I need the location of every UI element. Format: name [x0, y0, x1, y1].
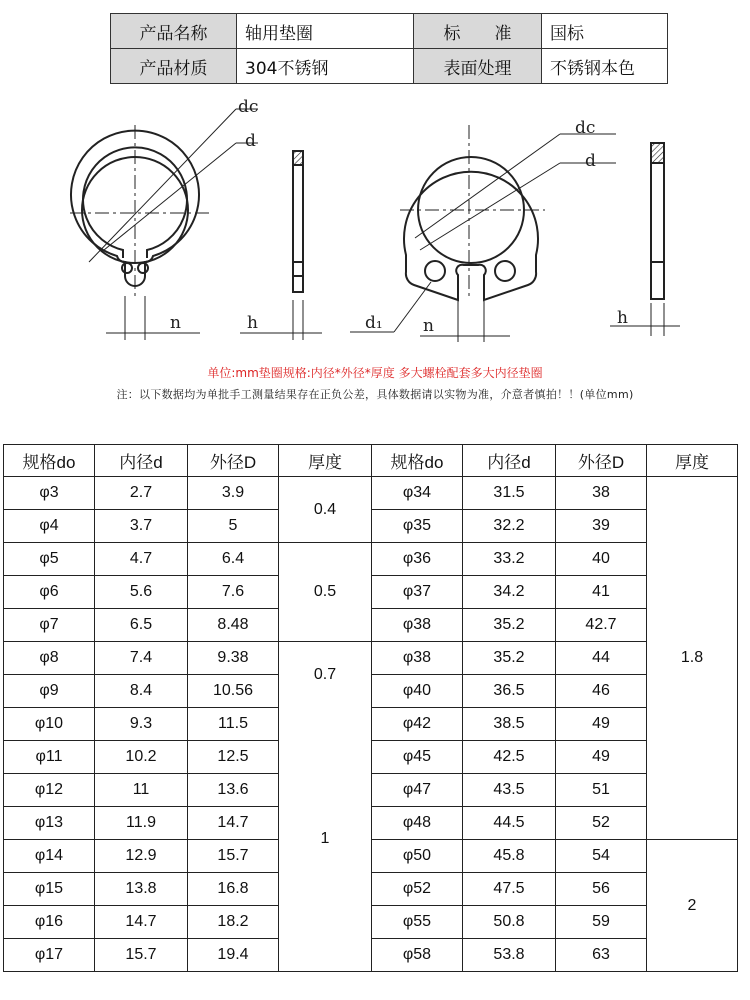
- outer-diameter-cell: 7.6: [188, 576, 279, 609]
- inner-diameter-cell: 4.7: [95, 543, 188, 576]
- label-n: n: [170, 313, 181, 333]
- right-ring: [404, 157, 538, 300]
- inner-diameter-cell: 11.9: [95, 807, 188, 840]
- outer-diameter-cell: 49: [556, 708, 647, 741]
- unit-note: 单位:mm垫圈规格:内径*外径*厚度 多大螺栓配套多大内径垫圈: [207, 366, 543, 380]
- thickness-cell: 1.8: [647, 477, 738, 840]
- table-row: [4, 642, 738, 675]
- spec-row: [111, 14, 668, 49]
- spec-value: 不锈钢本色: [542, 49, 668, 84]
- column-header: 外径D: [556, 445, 647, 477]
- spec-cell: φ42: [372, 708, 463, 741]
- outer-diameter-cell: 39: [556, 510, 647, 543]
- inner-diameter-cell: 15.7: [95, 939, 188, 972]
- outer-diameter-cell: 18.2: [188, 906, 279, 939]
- spec-value: 轴用垫圈: [237, 14, 414, 49]
- spec-label: 产品名称: [111, 14, 237, 49]
- column-header: 外径D: [188, 445, 279, 477]
- thickness-cell: 2: [647, 840, 738, 972]
- label-d1: d₁: [365, 313, 383, 333]
- label-dc: dc: [575, 118, 596, 138]
- inner-diameter-cell: 44.5: [463, 807, 556, 840]
- spec-cell: φ12: [4, 774, 95, 807]
- outer-diameter-cell: 40: [556, 543, 647, 576]
- label-n: n: [423, 316, 434, 336]
- inner-diameter-cell: 43.5: [463, 774, 556, 807]
- inner-diameter-cell: 34.2: [463, 576, 556, 609]
- outer-diameter-cell: 46: [556, 675, 647, 708]
- spec-label: 表面处理: [414, 49, 542, 84]
- outer-diameter-cell: 63: [556, 939, 647, 972]
- label-h: h: [247, 313, 258, 333]
- spec-label: 标 准: [414, 14, 542, 49]
- inner-diameter-cell: 53.8: [463, 939, 556, 972]
- column-header: 厚度: [647, 445, 738, 477]
- spec-cell: φ52: [372, 873, 463, 906]
- outer-diameter-cell: 16.8: [188, 873, 279, 906]
- product-spec-table: [110, 13, 668, 84]
- inner-diameter-cell: 33.2: [463, 543, 556, 576]
- spec-cell: φ7: [4, 609, 95, 642]
- spec-cell: φ36: [372, 543, 463, 576]
- outer-diameter-cell: 3.9: [188, 477, 279, 510]
- outer-diameter-cell: 41: [556, 576, 647, 609]
- outer-diameter-cell: 54: [556, 840, 647, 873]
- inner-diameter-cell: 50.8: [463, 906, 556, 939]
- inner-diameter-cell: 6.5: [95, 609, 188, 642]
- outer-diameter-cell: 44: [556, 642, 647, 675]
- inner-diameter-cell: 3.7: [95, 510, 188, 543]
- outer-diameter-cell: 9.38: [188, 642, 279, 675]
- spec-cell: φ9: [4, 675, 95, 708]
- spec-cell: φ45: [372, 741, 463, 774]
- inner-diameter-cell: 8.4: [95, 675, 188, 708]
- inner-diameter-cell: 42.5: [463, 741, 556, 774]
- inner-diameter-cell: 10.2: [95, 741, 188, 774]
- spec-cell: φ38: [372, 609, 463, 642]
- inner-diameter-cell: 5.6: [95, 576, 188, 609]
- inner-diameter-cell: 2.7: [95, 477, 188, 510]
- left-side-view: [293, 151, 303, 292]
- spec-cell: φ5: [4, 543, 95, 576]
- label-h: h: [617, 308, 628, 328]
- outer-diameter-cell: 11.5: [188, 708, 279, 741]
- size-table: [3, 444, 738, 972]
- spec-cell: φ11: [4, 741, 95, 774]
- thickness-cell: 1: [279, 708, 372, 972]
- spec-cell: φ15: [4, 873, 95, 906]
- column-header: 规格do: [4, 445, 95, 477]
- outer-diameter-cell: 10.56: [188, 675, 279, 708]
- outer-diameter-cell: 49: [556, 741, 647, 774]
- inner-diameter-cell: 35.2: [463, 642, 556, 675]
- column-header: 规格do: [372, 445, 463, 477]
- disclaimer-note: 注：以下数据均为单批手工测量结果存在正负公差，具体数据请以实物为准，介意者慎拍！！(单位mm): [116, 388, 634, 401]
- spec-cell: φ8: [4, 642, 95, 675]
- spec-cell: φ50: [372, 840, 463, 873]
- spec-value: 304不锈钢: [237, 49, 414, 84]
- spec-cell: φ35: [372, 510, 463, 543]
- thickness-cell: 0.4: [279, 477, 372, 543]
- outer-diameter-cell: 52: [556, 807, 647, 840]
- spec-cell: φ34: [372, 477, 463, 510]
- label-d: d: [245, 131, 256, 151]
- column-header: 内径d: [95, 445, 188, 477]
- outer-diameter-cell: 51: [556, 774, 647, 807]
- outer-diameter-cell: 13.6: [188, 774, 279, 807]
- thickness-cell: 0.5: [279, 543, 372, 642]
- inner-diameter-cell: 31.5: [463, 477, 556, 510]
- label-dc: dc: [238, 97, 259, 117]
- inner-diameter-cell: 36.5: [463, 675, 556, 708]
- inner-diameter-cell: 9.3: [95, 708, 188, 741]
- outer-diameter-cell: 59: [556, 906, 647, 939]
- spec-cell: φ3: [4, 477, 95, 510]
- spec-cell: φ16: [4, 906, 95, 939]
- spec-cell: φ6: [4, 576, 95, 609]
- spec-cell: φ17: [4, 939, 95, 972]
- spec-cell: φ4: [4, 510, 95, 543]
- spec-cell: φ55: [372, 906, 463, 939]
- retaining-ring-diagram: [0, 90, 750, 355]
- inner-diameter-cell: 47.5: [463, 873, 556, 906]
- spec-cell: φ40: [372, 675, 463, 708]
- spec-cell: φ10: [4, 708, 95, 741]
- table-row: [4, 477, 738, 510]
- inner-diameter-cell: 38.5: [463, 708, 556, 741]
- outer-diameter-cell: 42.7: [556, 609, 647, 642]
- outer-diameter-cell: 5: [188, 510, 279, 543]
- thickness-cell: 0.7: [279, 642, 372, 708]
- outer-diameter-cell: 14.7: [188, 807, 279, 840]
- right-side-view: [651, 143, 664, 299]
- outer-diameter-cell: 8.48: [188, 609, 279, 642]
- outer-diameter-cell: 15.7: [188, 840, 279, 873]
- inner-diameter-cell: 11: [95, 774, 188, 807]
- inner-diameter-cell: 12.9: [95, 840, 188, 873]
- inner-diameter-cell: 13.8: [95, 873, 188, 906]
- spec-value: 国标: [542, 14, 668, 49]
- inner-diameter-cell: 14.7: [95, 906, 188, 939]
- table-row: [4, 708, 738, 741]
- inner-diameter-cell: 35.2: [463, 609, 556, 642]
- spec-cell: φ48: [372, 807, 463, 840]
- table-row: [4, 543, 738, 576]
- spec-cell: φ58: [372, 939, 463, 972]
- inner-diameter-cell: 7.4: [95, 642, 188, 675]
- outer-diameter-cell: 6.4: [188, 543, 279, 576]
- outer-diameter-cell: 12.5: [188, 741, 279, 774]
- spec-cell: φ13: [4, 807, 95, 840]
- label-d: d: [585, 151, 596, 171]
- table-header-row: [4, 445, 738, 477]
- inner-diameter-cell: 32.2: [463, 510, 556, 543]
- spec-cell: φ38: [372, 642, 463, 675]
- spec-row: [111, 49, 668, 84]
- spec-label: 产品材质: [111, 49, 237, 84]
- outer-diameter-cell: 19.4: [188, 939, 279, 972]
- spec-cell: φ47: [372, 774, 463, 807]
- spec-cell: φ37: [372, 576, 463, 609]
- column-header: 内径d: [463, 445, 556, 477]
- outer-diameter-cell: 38: [556, 477, 647, 510]
- column-header: 厚度: [279, 445, 372, 477]
- spec-cell: φ14: [4, 840, 95, 873]
- inner-diameter-cell: 45.8: [463, 840, 556, 873]
- outer-diameter-cell: 56: [556, 873, 647, 906]
